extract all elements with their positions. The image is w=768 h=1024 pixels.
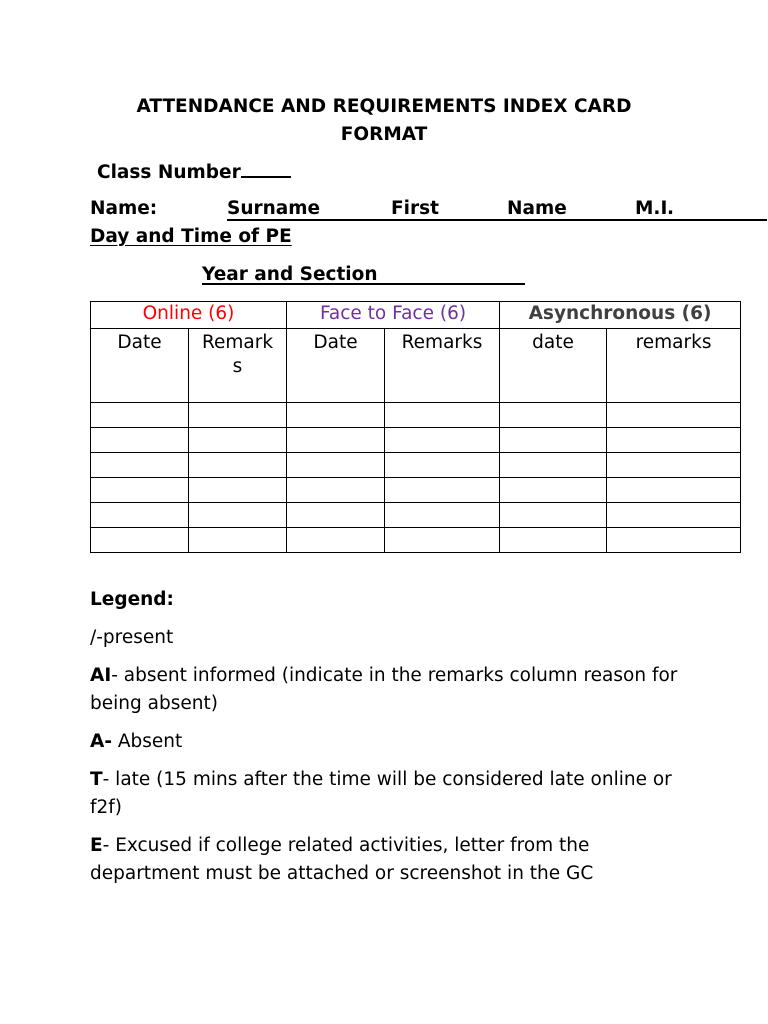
attendance-table xyxy=(90,301,741,553)
legend-description: - absent informed (indicate in the remarks column reason for being absent) xyxy=(90,665,678,714)
legend-item xyxy=(90,832,690,888)
table-cell xyxy=(385,428,500,453)
legend-description: Absent xyxy=(112,731,183,752)
legend-code: E xyxy=(90,835,103,856)
table-body xyxy=(91,403,741,553)
legend-items xyxy=(90,624,690,888)
legend-code: T xyxy=(90,769,103,790)
mi-period: . xyxy=(667,198,675,219)
year-section-label: Year and Section xyxy=(202,264,378,285)
legend-item xyxy=(90,624,690,652)
group-online: Online (6) xyxy=(91,302,287,329)
table-cell xyxy=(607,428,741,453)
class-number-field xyxy=(97,160,291,185)
name-label: Name: xyxy=(90,198,158,219)
table-cell xyxy=(189,403,287,428)
legend-item xyxy=(90,728,690,756)
table-cell xyxy=(91,478,189,503)
column-header-f2f-date: Date xyxy=(287,329,385,403)
title-line-2: FORMAT xyxy=(340,124,428,145)
table-cell xyxy=(385,503,500,528)
table-row xyxy=(91,503,741,528)
legend-code: / xyxy=(90,627,97,648)
table-cell xyxy=(607,453,741,478)
table-row xyxy=(91,453,741,478)
table-cell xyxy=(287,403,385,428)
remarks-wrap-label: Remarks xyxy=(201,332,274,377)
table-cell xyxy=(91,403,189,428)
table-cell xyxy=(607,528,741,553)
table-row xyxy=(91,528,741,553)
table-cell xyxy=(500,403,607,428)
table-column-header-row xyxy=(91,329,741,403)
legend-item xyxy=(90,766,690,822)
table-cell xyxy=(287,453,385,478)
column-header-async-remarks: remarks xyxy=(607,329,741,403)
column-header-online-remarks xyxy=(189,329,287,403)
table-cell xyxy=(91,503,189,528)
table-cell xyxy=(189,478,287,503)
table-cell xyxy=(189,528,287,553)
document-title xyxy=(0,93,768,149)
legend-heading: Legend: xyxy=(90,589,174,610)
first-label: First xyxy=(391,198,439,219)
title-line-1: ATTENDANCE AND REQUIREMENTS INDEX CARD xyxy=(136,96,632,117)
legend-code: AI xyxy=(90,665,112,686)
table-cell xyxy=(91,428,189,453)
table-cell xyxy=(607,478,741,503)
day-time-label: Day and Time of PE xyxy=(90,226,292,247)
table-cell xyxy=(189,453,287,478)
mi-label: M.I xyxy=(635,198,668,219)
legend-item xyxy=(90,662,690,718)
name-fields-underline xyxy=(227,197,767,221)
column-header-online-date: Date xyxy=(91,329,189,403)
class-number-blank xyxy=(241,160,291,178)
table-row xyxy=(91,403,741,428)
table-cell xyxy=(91,453,189,478)
name-field-row xyxy=(90,197,680,221)
table-cell xyxy=(287,428,385,453)
table-cell xyxy=(385,478,500,503)
name-word-label: Name xyxy=(507,198,567,219)
table-cell xyxy=(500,478,607,503)
column-header-async-date: date xyxy=(500,329,607,403)
table-cell xyxy=(91,528,189,553)
group-asynchronous: Asynchronous (6) xyxy=(500,302,741,329)
legend-description: -present xyxy=(96,627,174,648)
column-header-f2f-remarks: Remarks xyxy=(385,329,500,403)
legend-description: - Excused if college related activities, letter from the department must be attached or screenshot in the GC xyxy=(90,835,594,884)
table-cell xyxy=(500,428,607,453)
table-row xyxy=(91,478,741,503)
table-cell xyxy=(607,403,741,428)
table-cell xyxy=(287,503,385,528)
table-row xyxy=(91,428,741,453)
table-cell xyxy=(500,528,607,553)
table-cell xyxy=(385,453,500,478)
table-cell xyxy=(385,403,500,428)
legend-description: - late (15 mins after the time will be considered late online or f2f) xyxy=(90,769,672,818)
year-section-field xyxy=(202,263,525,285)
table-cell xyxy=(607,503,741,528)
group-face-to-face: Face to Face (6) xyxy=(287,302,500,329)
surname-label: Surname xyxy=(227,198,321,219)
table-cell xyxy=(385,528,500,553)
table-cell xyxy=(189,503,287,528)
legend xyxy=(90,588,690,888)
table-cell xyxy=(287,528,385,553)
table-group-header-row xyxy=(91,302,741,329)
class-number-label: Class Number xyxy=(97,162,241,183)
table-cell xyxy=(189,428,287,453)
legend-code: A- xyxy=(90,731,112,752)
table-cell xyxy=(500,453,607,478)
table-cell xyxy=(287,478,385,503)
table-cell xyxy=(500,503,607,528)
